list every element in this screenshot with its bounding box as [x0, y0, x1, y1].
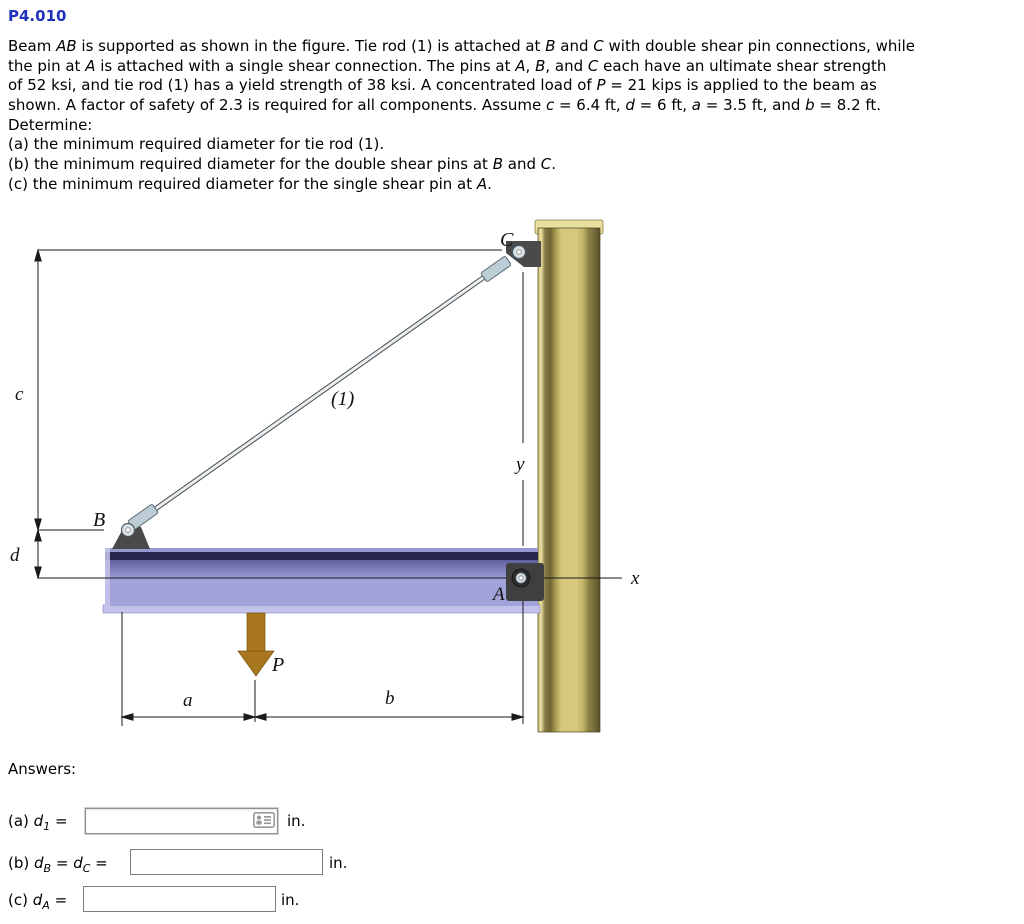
- connection-a: [506, 563, 544, 601]
- label-axis-y: y: [516, 454, 525, 475]
- problem-line: (b) the minimum required diameter for the double shear pins at B and C.: [8, 155, 557, 174]
- unit-label-b: in.: [329, 854, 348, 872]
- answer-input-b[interactable]: [130, 849, 323, 875]
- problem-line: shown. A factor of safety of 2.3 is required for all components. Assume c = 6.4 ft, d = 6 ft, a = 3.5 ft, and b = 8.2 ft.: [8, 96, 882, 115]
- tie-rod: [134, 261, 507, 524]
- problem-line: of 52 ksi, and tie rod (1) has a yield strength of 38 ksi. A concentrated load of P = 21 kips is applied to the beam as: [8, 76, 877, 95]
- answer-input-a[interactable]: [85, 808, 278, 834]
- problem-text: [8, 37, 915, 195]
- answer-label-a: (a) $d_1$ =: [8, 812, 68, 833]
- answer-input-a-wrap: [84, 807, 279, 835]
- load-arrow: [238, 613, 274, 722]
- figure: [0, 210, 660, 755]
- label-point-b: B: [93, 509, 106, 531]
- beam: [103, 548, 540, 613]
- label-dim-c: c: [15, 384, 24, 405]
- label-point-a: A: [493, 584, 505, 605]
- label-rod-1: (1): [331, 388, 355, 410]
- label-dim-d: d: [10, 545, 20, 566]
- answer-input-c[interactable]: [83, 886, 276, 912]
- problem-line: Determine:: [8, 115, 93, 134]
- answer-entry-icon[interactable]: [253, 812, 275, 828]
- unit-label-a: in.: [287, 812, 306, 830]
- page-title: P4.010: [8, 7, 67, 25]
- problem-line: (a) the minimum required diameter for tie rod (1).: [8, 135, 385, 154]
- connection-b: [112, 504, 158, 549]
- label-axis-x: x: [631, 568, 640, 589]
- answer-label-c: (c) $d_A$ =: [8, 891, 68, 912]
- beam-diagram: [0, 210, 660, 755]
- label-dim-b: b: [385, 688, 395, 709]
- problem-line: Beam AB is supported as shown in the figure. Tie rod (1) is attached at B and C with double shear pin connections, while: [8, 37, 915, 55]
- unit-label-c: in.: [281, 891, 300, 909]
- label-point-c: C: [500, 229, 514, 251]
- label-load-p: P: [272, 654, 285, 676]
- problem-line: the pin at A is attached with a single shear connection. The pins at A, B, and C each have an ultimate shear strength: [8, 56, 887, 75]
- label-dim-a: a: [183, 690, 193, 711]
- axes: [38, 272, 622, 724]
- answer-label-b: (b) $d_B = d_C$ =: [8, 854, 108, 875]
- wall-column: [535, 220, 603, 732]
- problem-line: (c) the minimum required diameter for the single shear pin at A.: [8, 174, 492, 193]
- answers-heading: Answers:: [8, 760, 77, 778]
